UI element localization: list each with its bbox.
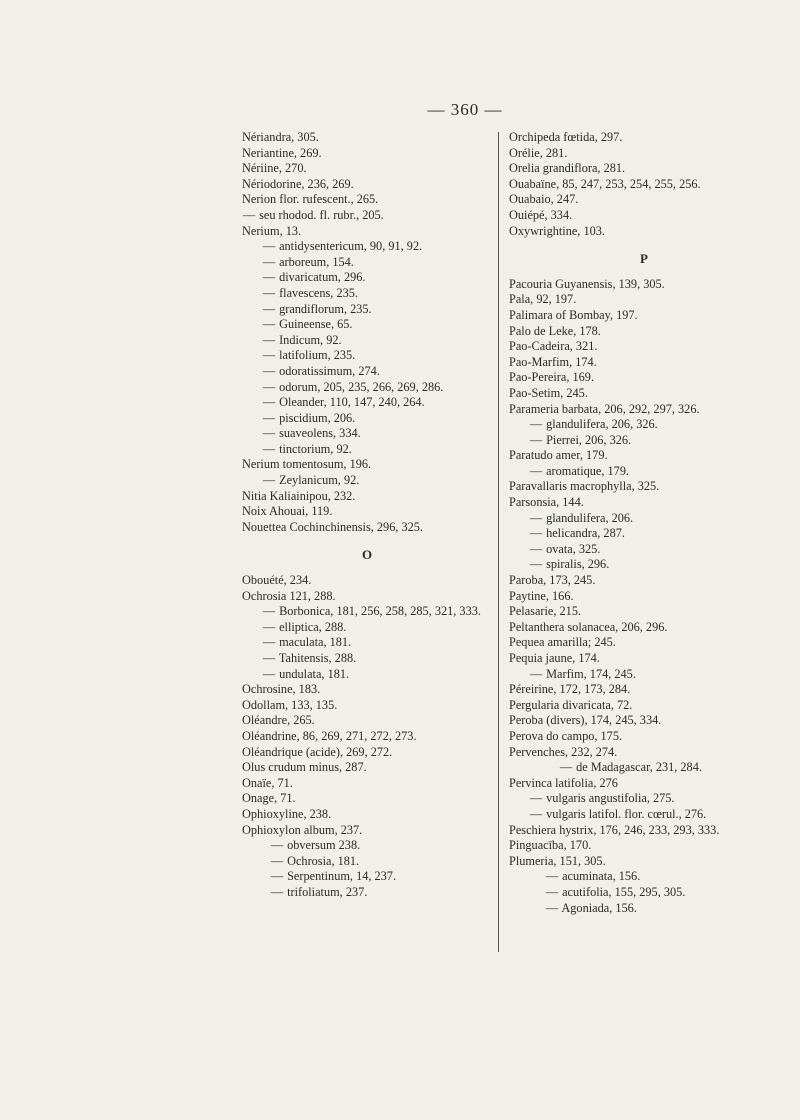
entry-text: Nériodorine, 236, 269. [242, 176, 354, 191]
ditto-dash: — [262, 426, 276, 441]
entry-text: Pacouria Guyanensis, 139, 305. [509, 276, 665, 291]
entry-text: suaveolens, 334. [279, 426, 361, 441]
index-entry [509, 479, 779, 495]
index-subentry [242, 869, 492, 885]
index-entry [509, 776, 779, 792]
index-entry [509, 604, 779, 620]
section-letter: P [640, 251, 648, 267]
index-entry [509, 854, 779, 870]
index-subentry [242, 885, 492, 901]
index-entry [242, 791, 492, 807]
entry-text: glandulifera, 206, 326. [546, 417, 658, 432]
entry-text: Paroba, 173, 245. [509, 573, 596, 588]
index-subentry [242, 426, 492, 442]
entry-text: Oléandrine, 86, 269, 271, 272, 273. [242, 728, 417, 743]
entry-text: Tahitensis, 288. [278, 651, 357, 665]
ditto-dash: — [262, 473, 276, 488]
entry-text: odoratissimum, 274. [279, 363, 380, 378]
entry-text: Ochrosine, 183. [242, 682, 321, 697]
ditto-dash: — [545, 884, 559, 899]
entry-text: aromatique, 179. [546, 463, 630, 478]
ditto-dash: — [262, 332, 276, 347]
index-entry [242, 698, 492, 714]
index-subentry [242, 395, 492, 411]
entry-text: Paravallaris macrophylla, 325. [509, 479, 660, 494]
entry-text: de Madagascar, 231, 284. [576, 760, 702, 775]
index-entry [509, 651, 779, 667]
index-subentry [242, 317, 492, 333]
entry-text: glandulifera, 206. [546, 510, 634, 525]
index-entry [242, 713, 492, 729]
column-divider [498, 132, 499, 952]
index-subentry [509, 869, 779, 885]
index-entry [242, 504, 492, 520]
index-entry [242, 682, 492, 698]
ditto-dash: — [262, 285, 276, 300]
entry-text: Perova do campo, 175. [509, 728, 623, 743]
index-entry [509, 208, 779, 224]
index-entry [509, 355, 779, 371]
index-entry [509, 277, 779, 293]
entry-text: Parsonsia, 144. [509, 495, 584, 510]
index-subentry [242, 411, 492, 427]
entry-text: Pervinca latifolia, 276 [509, 775, 618, 790]
index-entry [242, 573, 492, 589]
entry-text: Pao-Setim, 245. [509, 385, 588, 400]
index-entry [242, 224, 492, 240]
index-entry [242, 146, 492, 162]
entry-text: grandiflorum, 235. [279, 301, 372, 316]
entry-text: Oléandre, 265. [242, 713, 315, 728]
ditto-dash: — [262, 301, 276, 316]
index-entry [242, 745, 492, 761]
index-subentry [242, 838, 492, 854]
entry-text: acutifolia, 155, 295, 305. [562, 884, 686, 899]
index-entry [509, 386, 779, 402]
index-column-right [509, 130, 779, 916]
ditto-dash: — [529, 557, 543, 572]
index-entry [509, 161, 779, 177]
entry-text: elliptica, 288. [279, 619, 347, 634]
entry-text: Oleander, 110, 147, 240, 264. [279, 395, 425, 410]
index-subentry [509, 433, 779, 449]
index-entry [509, 838, 779, 854]
index-subentry [509, 542, 779, 558]
index-entry [509, 573, 779, 589]
entry-text: Ouabaïne, 85, 247, 253, 254, 255, 256. [509, 176, 701, 191]
entry-text: seu rhodod. fl. rubr., 205. [259, 207, 384, 222]
index-subentry [509, 885, 779, 901]
index-subentry [242, 208, 492, 224]
entry-text: spiralis, 296. [546, 557, 610, 572]
entry-text: Pinguacība, 170. [509, 838, 592, 853]
index-subentry [242, 302, 492, 318]
index-subentry [509, 526, 779, 542]
ditto-dash: — [262, 651, 276, 665]
entry-text: Orelia grandiflora, 281. [509, 161, 626, 176]
entry-text: piscidium, 206. [279, 410, 356, 425]
ditto-dash: — [262, 363, 276, 378]
index-entry [242, 823, 492, 839]
entry-text: Ophioxylon album, 237. [242, 822, 363, 837]
entry-text: Neriantine, 269. [242, 145, 322, 160]
entry-text: Palo de Leke, 178. [509, 323, 601, 338]
ditto-dash: — [262, 254, 276, 269]
index-subentry [509, 901, 779, 917]
ditto-dash: — [242, 207, 256, 222]
index-entry [509, 448, 779, 464]
ditto-dash: — [262, 395, 276, 410]
index-entry [242, 776, 492, 792]
entry-text: Peschiera hystrix, 176, 246, 233, 293, 333. [509, 822, 720, 837]
index-entry [509, 292, 779, 308]
index-subentry [242, 239, 492, 255]
index-subentry [242, 286, 492, 302]
entry-text: Pelasarie, 215. [509, 604, 582, 619]
index-entry [509, 177, 779, 193]
entry-text: Péreirine, 172, 173, 284. [509, 682, 631, 697]
entry-text: Nerium, 13. [242, 223, 302, 238]
index-subentry [242, 667, 492, 683]
index-entry [242, 807, 492, 823]
ditto-dash: — [529, 666, 543, 681]
index-subentry [509, 667, 779, 683]
page-number: — 360 — [427, 100, 503, 119]
entry-text: Orélie, 281. [509, 145, 568, 160]
entry-text: arboreum, 154. [279, 254, 354, 269]
ditto-dash: — [270, 869, 284, 884]
index-entry [509, 146, 779, 162]
entry-text: divaricatum, 296. [279, 270, 366, 285]
ditto-dash: — [529, 806, 543, 821]
entry-text: Nerion flor. rufescent., 265. [242, 192, 379, 207]
entry-text: Guineense, 65. [279, 317, 353, 332]
index-subentry [242, 348, 492, 364]
entry-text: obversum 238. [287, 838, 361, 853]
ditto-dash: — [270, 853, 284, 868]
entry-text: Ouiépé, 334. [509, 207, 573, 222]
index-entry [242, 192, 492, 208]
index-subentry [509, 417, 779, 433]
entry-text: Pervenches, 232, 274. [509, 744, 618, 759]
entry-text: Peltanthera solanacea, 206, 296. [509, 619, 668, 634]
index-entry [509, 823, 779, 839]
entry-text: helicandra, 287. [546, 526, 625, 541]
index-entry [509, 713, 779, 729]
ditto-dash: — [529, 417, 543, 432]
index-entry [509, 339, 779, 355]
entry-text: Serpentinum, 14, 237. [287, 869, 397, 884]
ditto-dash: — [262, 348, 276, 363]
entry-text: Peroba (divers), 174, 245, 334. [509, 713, 662, 728]
index-entry [509, 370, 779, 386]
ditto-dash: — [529, 432, 543, 447]
entry-text: Ochrosia 121, 288. [242, 588, 336, 603]
index-subentry [509, 807, 779, 823]
ditto-dash: — [262, 666, 276, 681]
ditto-dash: — [545, 900, 559, 915]
entry-text: Orchipeda fœtida, 297. [509, 130, 623, 144]
entry-text: Palimara of Bombay, 197. [509, 307, 638, 322]
ditto-dash: — [559, 760, 573, 775]
entry-text: Oléandrique (acide), 269, 272. [242, 744, 393, 759]
ditto-dash: — [262, 270, 276, 285]
index-entry [509, 745, 779, 761]
ditto-dash: — [262, 379, 276, 394]
index-subentry [242, 651, 492, 667]
entry-text: Pergularia divaricata, 72. [509, 697, 633, 712]
entry-text: Oxywrightine, 103. [509, 223, 605, 238]
index-subentry [509, 511, 779, 527]
ditto-dash: — [529, 510, 543, 525]
ditto-dash: — [529, 541, 543, 556]
entry-text: Ophioxyline, 238. [242, 806, 332, 821]
index-subentry [242, 270, 492, 286]
index-entry [242, 161, 492, 177]
entry-text: Indicum, 92. [279, 332, 342, 347]
entry-text: trifoliatum, 237. [287, 884, 368, 899]
entry-text: maculata, 181. [279, 635, 352, 650]
entry-text: tinctorium, 92. [279, 441, 352, 456]
entry-text: Onage, 71. [242, 791, 296, 806]
entry-text: Nitia Kaliainipou, 232. [242, 488, 356, 503]
ditto-dash: — [262, 410, 276, 425]
entry-text: Pao-Marfim, 174. [509, 354, 597, 369]
index-subentry [242, 473, 492, 489]
index-entry [509, 729, 779, 745]
entry-text: vulgaris angustifolia, 275. [546, 791, 675, 806]
entry-text: Paratudo amer, 179. [509, 448, 608, 463]
entry-text: acuminata, 156. [562, 869, 641, 884]
index-subentry [242, 635, 492, 651]
entry-text: Noix Ahouai, 119. [242, 504, 333, 519]
entry-text: flavescens, 235. [279, 285, 358, 300]
entry-text: Nerium tomentosum, 196. [242, 457, 372, 472]
entry-text: Zeylanicum, 92. [279, 473, 360, 488]
ditto-dash: — [262, 619, 276, 634]
entry-text: Nériine, 270. [242, 161, 307, 176]
index-subentry [509, 557, 779, 573]
ditto-dash: — [262, 441, 276, 456]
entry-text: Agoniada, 156. [561, 900, 637, 915]
entry-text: Obouété, 234. [242, 573, 312, 588]
ditto-dash: — [262, 317, 276, 332]
index-entry [242, 589, 492, 605]
entry-text: Parameria barbata, 206, 292, 297, 326. [509, 401, 700, 416]
index-subentry [242, 854, 492, 870]
index-column-left [242, 130, 492, 901]
entry-text: undulata, 181. [279, 666, 350, 681]
entry-text: Pala, 92, 197. [509, 292, 577, 307]
index-entry [509, 192, 779, 208]
entry-text: Ouabaio, 247. [509, 192, 579, 207]
index-subentry [242, 364, 492, 380]
index-entry [509, 224, 779, 240]
ditto-dash: — [270, 838, 284, 853]
index-subentry [242, 380, 492, 396]
entry-text: Pequea amarilla; 245. [509, 635, 616, 650]
index-subentry [242, 255, 492, 271]
index-entry [509, 495, 779, 511]
entry-text: Paytine, 166. [509, 588, 574, 603]
entry-text: vulgaris latifol. flor. cœrul., 276. [546, 806, 707, 821]
index-entry [509, 698, 779, 714]
entry-text: ovata, 325. [546, 541, 601, 556]
entry-text: Pao-Pereira, 169. [509, 370, 595, 385]
entry-text: Nouettea Cochinchinensis, 296, 325. [242, 519, 424, 534]
ditto-dash: — [262, 239, 276, 254]
entry-text: Borbonica, 181, 256, 258, 285, 321, 333. [279, 604, 481, 619]
index-subentry [509, 464, 779, 480]
entry-text: antidysentericum, 90, 91, 92. [279, 239, 423, 254]
entry-text: Nériandra, 305. [242, 130, 319, 144]
ditto-dash: — [262, 635, 276, 650]
index-entry [509, 589, 779, 605]
index-entry [242, 177, 492, 193]
entry-text: Pierrei, 206, 326. [546, 432, 632, 447]
index-subentry [242, 442, 492, 458]
index-entry [509, 635, 779, 651]
index-subentry [242, 333, 492, 349]
entry-text: Marfim, 174, 245. [546, 666, 636, 681]
entry-text: latifolium, 235. [279, 348, 356, 363]
entry-text: Olus crudum minus, 287. [242, 760, 367, 775]
ditto-dash: — [529, 791, 543, 806]
index-entry [509, 682, 779, 698]
index-entry [509, 402, 779, 418]
entry-text: Plumeria, 151, 305. [509, 853, 606, 868]
index-entry [242, 130, 492, 146]
index-subentry [242, 620, 492, 636]
ditto-dash: — [529, 463, 543, 478]
ditto-dash: — [270, 884, 284, 899]
index-entry [509, 324, 779, 340]
index-subentry [509, 760, 779, 776]
index-entry [242, 760, 492, 776]
index-entry [242, 489, 492, 505]
index-entry [509, 308, 779, 324]
index-subentry [509, 791, 779, 807]
ditto-dash: — [262, 604, 276, 619]
index-entry [242, 520, 492, 536]
index-entry [509, 620, 779, 636]
index-entry [509, 130, 779, 146]
entry-text: Pequia jaune, 174. [509, 651, 600, 665]
ditto-dash: — [545, 869, 559, 884]
entry-text: Odollam, 133, 135. [242, 697, 338, 712]
index-entry [242, 729, 492, 745]
index-entry [242, 457, 492, 473]
ditto-dash: — [529, 526, 543, 541]
entry-text: Ochrosia, 181. [287, 853, 360, 868]
entry-text: Onaïe, 71. [242, 775, 293, 790]
entry-text: odorum, 205, 235, 266, 269, 286. [279, 379, 444, 394]
section-letter: O [361, 547, 373, 563]
entry-text: Pao-Cadeira, 321. [509, 339, 598, 354]
index-subentry [242, 604, 492, 620]
